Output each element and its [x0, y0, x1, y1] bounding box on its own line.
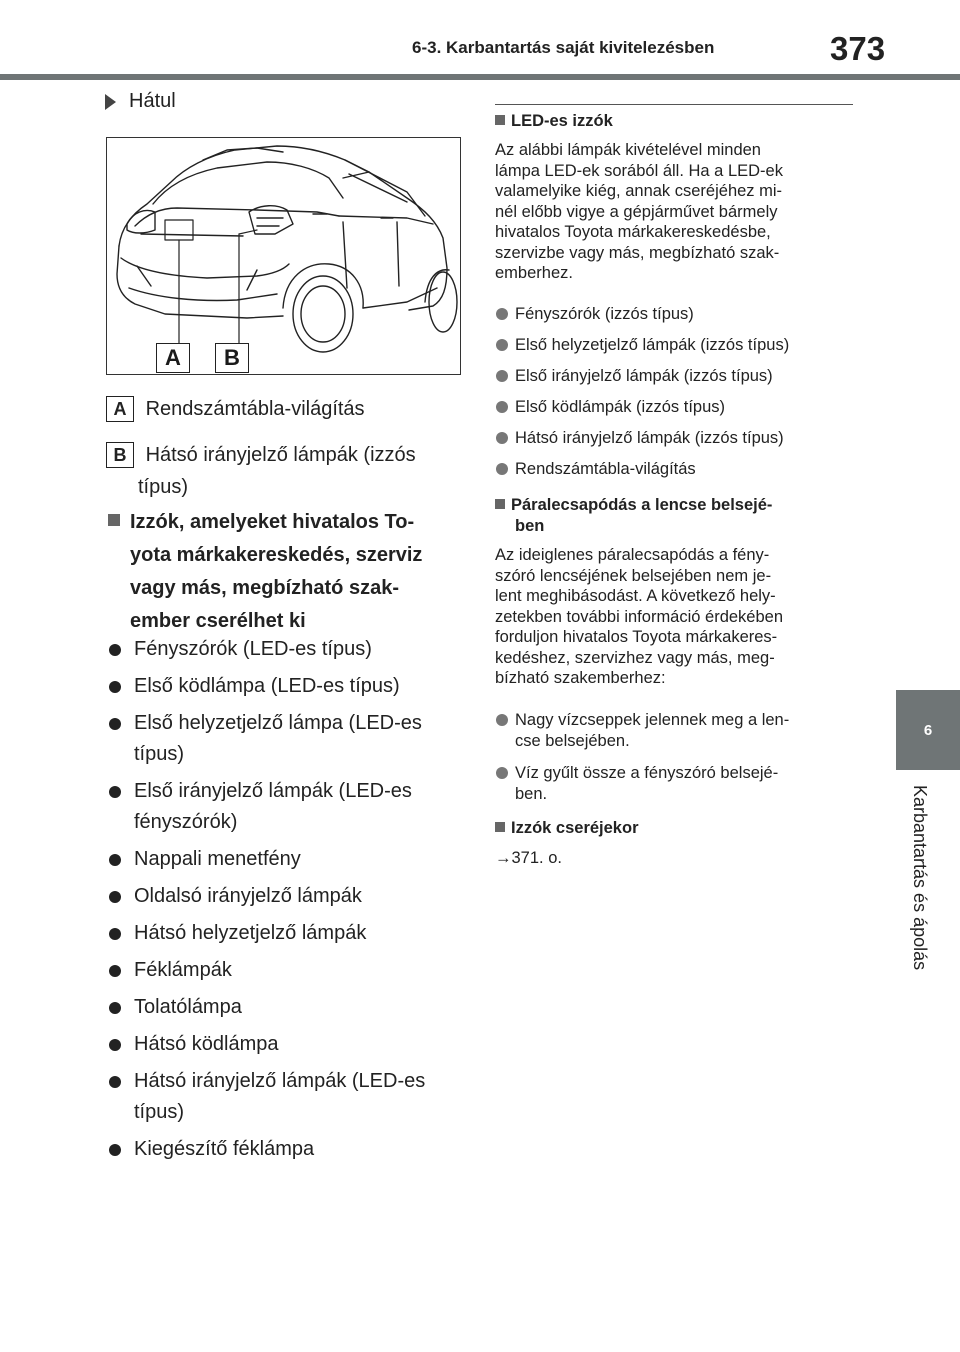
cond-para-line: Az ideiglenes páralecsapódás a fény-	[495, 546, 770, 564]
list-item	[106, 671, 466, 702]
list-item	[106, 844, 466, 875]
bullet-dot-icon	[109, 854, 121, 866]
list-item-text-cont: ben.	[515, 785, 548, 803]
square-bullet-icon	[495, 822, 505, 832]
heading-line-2: yota márkakereskedés, szerviz	[130, 544, 423, 566]
list-item-text: Első irányjelző lámpák (izzós típus)	[515, 367, 773, 385]
condensation-heading-line: ben	[515, 517, 545, 535]
square-bullet-icon	[495, 499, 505, 509]
list-item	[106, 1066, 466, 1128]
page-number: 373	[830, 30, 886, 67]
header-rule	[0, 74, 960, 80]
bulb-list	[106, 634, 466, 1171]
list-item-text: Első irányjelző lámpák (LED-es	[134, 780, 412, 802]
led-para-line: emberhez.	[495, 264, 573, 282]
cond-para-line: zetekben további információ érdekében	[495, 607, 784, 626]
replacement-heading-text: Izzók cseréjekor	[511, 819, 639, 837]
bullet-dot-icon	[496, 767, 508, 779]
list-item	[106, 955, 466, 986]
list-item	[495, 304, 855, 325]
cond-para-line: bízható szakemberhez:	[495, 669, 666, 687]
led-para-line: Az alábbi lámpák kivételével minden	[495, 141, 761, 159]
bullet-dot-icon	[109, 786, 121, 798]
legend-text-b-line1: Hátsó irányjelző lámpák (izzós	[145, 444, 416, 466]
page-reference: →371. o.	[495, 849, 562, 867]
list-item-text-cont: cse belsejében.	[515, 732, 630, 750]
list-item	[495, 397, 855, 418]
led-para-line: szervizbe vagy más, megbízható szak-	[495, 243, 780, 262]
list-item-text: Víz gyűlt össze a fényszóró belsejé-	[515, 764, 779, 782]
list-item-text: Fényszórók (LED-es típus)	[134, 638, 372, 660]
section-title: 6-3. Karbantartás saját kivitelezésben	[412, 38, 715, 57]
condensation-heading	[495, 495, 855, 537]
legend-text-b-line2: típus)	[138, 476, 189, 498]
list-item	[106, 881, 466, 912]
list-item	[106, 776, 466, 838]
bullet-dot-icon	[496, 463, 508, 475]
list-item	[106, 1134, 466, 1165]
list-item-text: Hátsó ködlámpa	[134, 1033, 279, 1055]
condensation-list	[495, 710, 855, 805]
legend-item-b-cont	[138, 470, 188, 504]
list-item-text: Első ködlámpák (izzós típus)	[515, 398, 725, 416]
bullet-dot-icon	[496, 370, 508, 382]
sub-heading-text: Hátul	[129, 90, 176, 112]
bullet-dot-icon	[496, 339, 508, 351]
figure-label-b: B	[215, 343, 249, 373]
list-item-text: Nagy vízcseppek jelennek meg a len-	[515, 711, 790, 729]
list-item-text: Kiegészítő féklámpa	[134, 1138, 315, 1160]
list-item-text-cont: típus)	[134, 1101, 185, 1123]
legend-key-b: B	[106, 442, 134, 468]
figure-label-a: A	[156, 343, 190, 373]
bullet-dot-icon	[496, 308, 508, 320]
list-item-text: Hátsó irányjelző lámpák (izzós típus)	[515, 429, 784, 447]
bullet-dot-icon	[109, 891, 121, 903]
replacement-heading	[495, 818, 855, 839]
bullet-dot-icon	[109, 1002, 121, 1014]
list-item-text: Rendszámtábla-világítás	[515, 460, 696, 478]
led-heading	[495, 111, 855, 132]
list-item	[495, 459, 855, 480]
car-rear-illustration	[106, 137, 461, 375]
bulb-section-heading	[108, 506, 468, 638]
led-para-line: valamelyike kiég, annak cseréjéhez mi-	[495, 182, 783, 200]
list-item-text: Féklámpák	[134, 959, 232, 981]
heading-line-3: vagy más, megbízható szak-	[130, 577, 399, 599]
list-item-text: Első helyzetjelző lámpák (izzós típus)	[515, 336, 790, 354]
list-item-text: Oldalsó irányjelző lámpák	[134, 885, 362, 907]
list-item-text-cont: típus)	[134, 743, 185, 765]
list-item-text: Tolatólámpa	[134, 996, 242, 1018]
chapter-tab	[896, 690, 960, 770]
bullet-dot-icon	[496, 401, 508, 413]
bullet-dot-icon	[109, 1076, 121, 1088]
list-item	[495, 335, 855, 356]
led-para-line: lámpa LED-ek sorából áll. Ha a LED-ek	[495, 161, 783, 180]
bullet-dot-icon	[109, 1039, 121, 1051]
list-item-text: Első ködlámpa (LED-es típus)	[134, 675, 400, 697]
heading-line-1: Izzók, amelyeket hivatalos To-	[130, 511, 415, 533]
list-item	[106, 634, 466, 665]
heading-line-4: ember cserélhet ki	[130, 610, 306, 632]
cond-para-line: szóró lencséjének belsejében nem je-	[495, 566, 772, 585]
bullet-dot-icon	[496, 432, 508, 444]
car-rear-drawing	[107, 138, 459, 373]
list-item	[495, 710, 855, 752]
list-item	[495, 428, 855, 449]
legend-item-a	[106, 392, 365, 426]
list-item	[106, 992, 466, 1023]
list-item-text: Hátsó irányjelző lámpák (LED-es	[134, 1070, 426, 1092]
list-item-text: Hátsó helyzetjelző lámpák	[134, 922, 367, 944]
led-paragraph	[495, 140, 855, 284]
led-para-line: hivatalos Toyota márkakereskedésbe,	[495, 223, 771, 241]
led-exceptions-list	[495, 304, 855, 480]
bullet-dot-icon	[109, 1144, 121, 1156]
condensation-heading-line: Páralecsapódás a lencse belsejé-	[511, 496, 773, 514]
bullet-dot-icon	[109, 965, 121, 977]
bullet-dot-icon	[109, 928, 121, 940]
cond-para-line: kedéshez, szervizhez vagy más, meg-	[495, 648, 775, 667]
chapter-number: 6	[923, 721, 933, 739]
triangle-bullet-icon	[105, 94, 116, 110]
square-bullet-icon	[495, 115, 505, 125]
list-item	[106, 918, 466, 949]
right-column-rule	[495, 104, 853, 105]
sub-heading	[105, 90, 176, 113]
led-para-line: nél előbb vigye a gépjárművet bármely	[495, 202, 778, 221]
list-item-text: Nappali menetfény	[134, 848, 301, 870]
cond-para-line: forduljon hivatalos Toyota márkakeres-	[495, 628, 778, 646]
list-item	[106, 708, 466, 770]
led-heading-text: LED-es izzók	[511, 112, 613, 130]
list-item	[495, 366, 855, 387]
list-item-text: Első helyzetjelző lámpa (LED-es	[134, 712, 422, 734]
list-item-text-cont: fényszórók)	[134, 811, 238, 833]
list-item-text: Fényszórók (izzós típus)	[515, 305, 694, 323]
legend-key-a: A	[106, 396, 134, 422]
list-item	[106, 1029, 466, 1060]
condensation-paragraph	[495, 545, 855, 689]
bullet-dot-icon	[109, 718, 121, 730]
legend-text-a: Rendszámtábla-világítás	[145, 398, 365, 420]
bullet-dot-icon	[109, 681, 121, 693]
cond-para-line: lent meghibásodást. A következő hely-	[495, 587, 776, 605]
square-bullet-icon	[108, 514, 120, 526]
bullet-dot-icon	[496, 714, 508, 726]
list-item	[495, 763, 855, 805]
bullet-dot-icon	[109, 644, 121, 656]
chapter-title: Karbantartás és ápolás	[910, 785, 930, 971]
legend-item-b	[106, 438, 416, 472]
